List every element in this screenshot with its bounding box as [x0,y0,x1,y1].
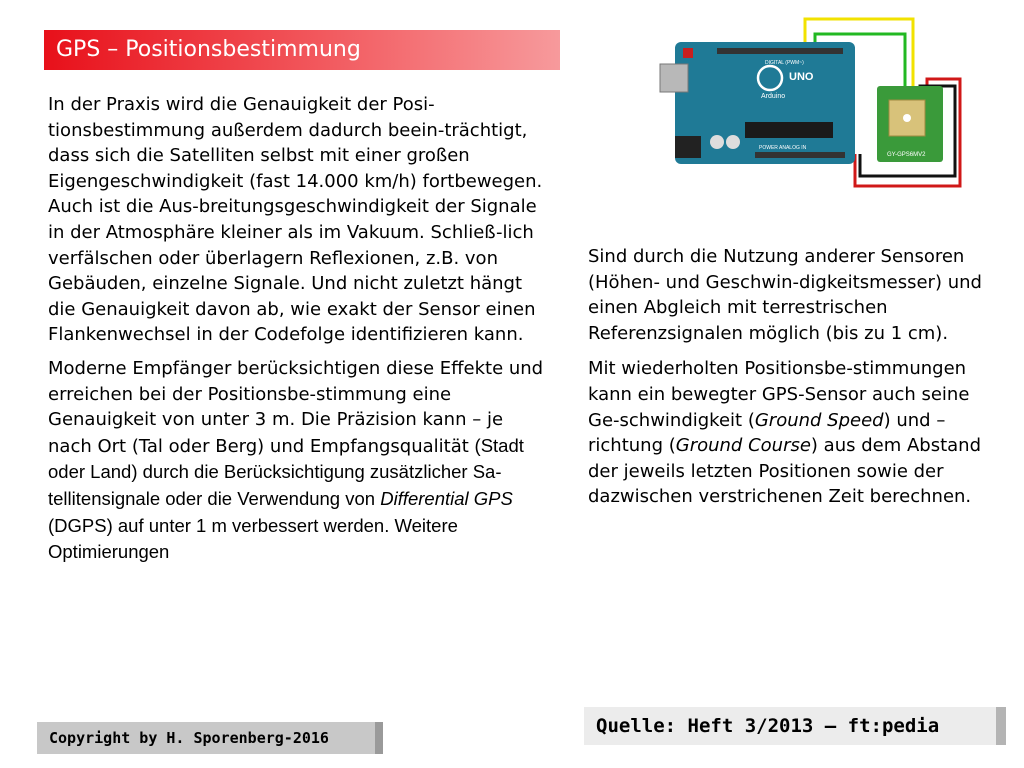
paragraph-accuracy-factors: In der Praxis wird die Genauigkeit der Posi-tionsbestimmung außerdem dadurch beein-trächtigt, dass sich die Satelliten selbst mit einer großen Eigengeschwindigkeit (fast 14.000 km/h) fortbewegen. Auch ist die Aus-breitungsgeschwindigkeit der Signale in der Atmosphäre kleiner als im Vakuum. Schließ-lich verfälschen oder überlagern Reflexionen, z.B. von Gebäuden, einzelne Signale. Und nicht zuletzt hängt die Genauigkeit davon ab, wie exakt der Sensor einen Flankenwechsel in der Codefolge identifizieren kann. [48,94,543,346]
text-segment: Mit wiederholten Positionsbe-stimmungen kann ein bewegter GPS-Sensor auch seine Ge-schwindigkeit ( [588,358,970,431]
source-label: Quelle: Heft 3/2013 – ft:pedia [584,707,1006,745]
paragraph-other-sensors: Sind durch die Nutzung anderer Sensoren (Höhen- und Geschwin-digkeitsmesser) und einen Abgleich mit terrestrischen Referenzsignalen möglich (bis zu 1 cm). [588,246,982,344]
page-title: GPS – Positionsbestimmung [44,30,560,70]
pin-label: DIGITAL (PWM~) [765,60,804,66]
usb-port [660,64,688,92]
module-label: GY-GPS6MV2 [887,152,926,158]
text-segment: Moderne Empfänger berücksichtigen diese Effekte und erreichen bei der Positionsbe-stimmung eine Genauigkeit von unter 3 m. Die Präzision kann – je nach Ort (Tal oder Berg) und Empfangsqualität [48,357,544,457]
paragraph-ground-speed [588,356,988,510]
power-jack [675,136,701,158]
microcontroller-chip [745,122,833,138]
board-label: UNO [789,71,814,83]
reset-button [683,48,693,58]
board-brand: Arduino [761,93,786,100]
text-segment-italic: Differential GPS [380,487,513,509]
capacitor [710,135,724,149]
left-text-column [48,92,548,566]
right-text-column [588,244,988,510]
arduino-gps-wiring-diagram [655,14,975,198]
text-segment: ) aus dem Abstand der jeweils letzten Positionen sowie der dazwischen verstrichenen Zeit berechnen. [588,435,981,508]
gps-antenna-dot [903,114,911,122]
term-ground-course: Ground Course [675,435,811,457]
term-ground-speed: Ground Speed [754,409,884,431]
power-label: POWER ANALOG IN [759,145,807,151]
pin-header-bottom [755,152,845,158]
pin-header-top [717,48,843,54]
paragraph-modern-receivers [48,356,548,566]
text-segment: ) und – richtung ( [588,409,946,457]
text-segment: (DGPS) auf unter 1 m verbessert werden. Weitere Optimierungen [48,514,458,563]
copyright-label: Copyright by H. Sporenberg-2016 [37,722,383,754]
text-segment: (Stadt oder Land) durch die Berücksichtigung zusätzlicher Sa-tellitensignale oder die Verwendung von [48,434,524,509]
capacitor [726,135,740,149]
